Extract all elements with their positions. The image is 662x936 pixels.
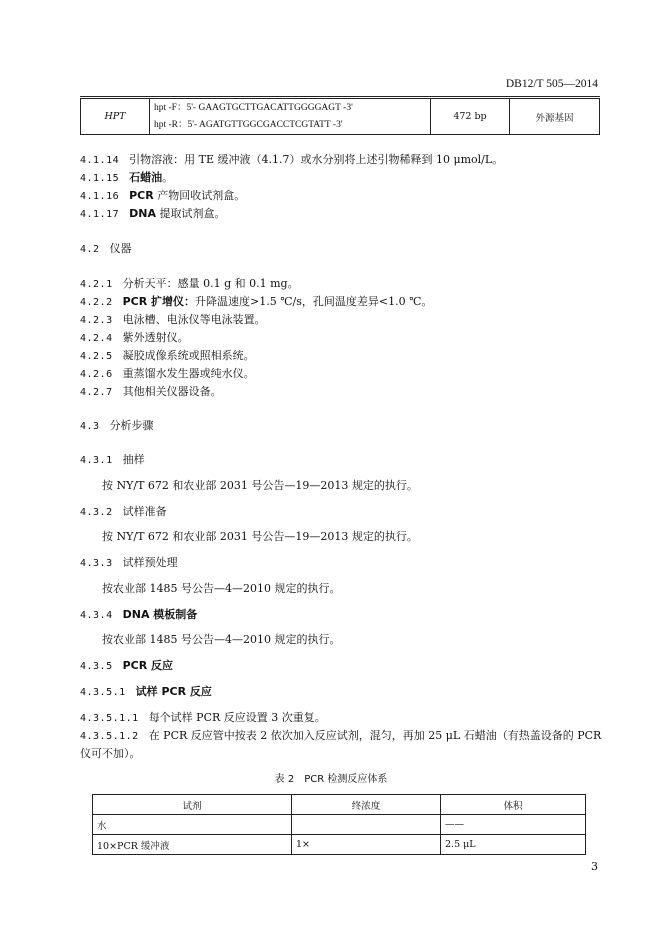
clause-number: 4.3.5.1.2 — [80, 731, 139, 742]
clause-text: 感量 0.1 g 和 0.1 mg。 — [177, 277, 299, 290]
subsection-heading — [80, 683, 212, 699]
clause-text: 用 TE 缓冲液（4.1.7）或水分别将上述引物稀释到 10 μmol/L。 — [184, 153, 504, 166]
primer-name: HPT — [81, 99, 150, 135]
clause-title: 其他相关仪器设备。 — [122, 385, 222, 398]
clause-title: 石蜡油 — [129, 171, 163, 184]
instrument-item — [80, 329, 189, 345]
clause-text: 提取试剂盒。 — [155, 207, 226, 220]
paragraph: 按 NY/T 672 和农业部 2031 号公告—19—2013 规定的执行。 — [102, 479, 418, 492]
subsection-heading — [80, 503, 167, 519]
subsection-heading — [80, 451, 145, 467]
reagent-item — [80, 205, 225, 221]
clause-title: 引物溶液： — [129, 153, 185, 166]
header-rule — [80, 96, 600, 97]
table-row — [81, 99, 600, 135]
clause-number: 4.2.7 — [80, 387, 113, 398]
clause-text-continued: 仪可不加）。 — [80, 747, 141, 760]
clause-item — [80, 709, 326, 725]
standard-code: DB12/T 505—2014 — [505, 78, 598, 90]
clause-title: 重蒸馏水发生器或纯水仪。 — [122, 367, 255, 380]
section-number: 4.3 — [80, 421, 100, 432]
primer-forward: hpt -F：5'- GAAGTGCTTGACATTGGGGAGT -3' — [154, 102, 353, 113]
reagent-item — [80, 169, 173, 185]
table-cell — [292, 815, 441, 835]
clause-text: 。 — [162, 171, 174, 184]
clause-number: 4.3.5 — [80, 661, 113, 672]
clause-title: 试样预处理 — [122, 556, 178, 569]
primer-sequences — [150, 99, 431, 135]
table-cell: 1× — [292, 835, 441, 855]
subsection-heading — [80, 554, 178, 570]
clause-number: 4.2.4 — [80, 333, 113, 344]
clause-number: 4.2.2 — [80, 297, 113, 308]
clause-number: 4.3.3 — [80, 558, 113, 569]
reagent-item — [80, 151, 503, 167]
reaction-table — [92, 794, 586, 855]
table-cell: —— — [441, 815, 586, 835]
clause-number: 4.3.4 — [80, 610, 113, 621]
page-number: 3 — [591, 860, 598, 873]
clause-title: 试样 PCR 反应 — [135, 685, 212, 698]
clause-text: 每个试样 PCR 反应设置 3 次重复。 — [148, 711, 326, 724]
clause-number: 4.3.5.1 — [80, 687, 126, 698]
table-header-row — [93, 795, 586, 815]
paragraph: 按农业部 1485 号公告—4—2010 规定的执行。 — [102, 633, 341, 646]
table-row — [93, 835, 586, 855]
table-cell: 10×PCR 缓冲液 — [93, 835, 292, 855]
section-number: 4.2 — [80, 244, 100, 255]
table-cell: 水 — [93, 815, 292, 835]
instrument-item — [80, 311, 266, 327]
clause-title: 试样准备 — [122, 505, 167, 518]
reagent-item — [80, 187, 245, 203]
clause-number: 4.2.3 — [80, 315, 113, 326]
clause-text: 升降温速度>1.5 ℃/s，孔间温度差异<1.0 ℃。 — [195, 295, 433, 308]
clause-number: 4.2.6 — [80, 369, 113, 380]
clause-text: 在 PCR 反应管中按表 2 依次加入反应试剂，混匀，再加 25 μL 石蜡油（有热盖设备的 PCR — [148, 729, 602, 742]
column-header: 体积 — [441, 795, 586, 815]
clause-item — [80, 727, 601, 743]
subsection-heading — [80, 606, 197, 622]
clause-number: 4.3.5.1.1 — [80, 713, 139, 724]
primer-reverse: hpt -R：5'- AGATGTTGGCGACCTCGTATT -3' — [154, 119, 343, 130]
primer-table — [80, 98, 600, 135]
section-heading — [80, 417, 154, 433]
clause-title: DNA 模板制备 — [122, 608, 198, 621]
clause-number: 4.1.14 — [80, 155, 120, 166]
column-header: 试剂 — [93, 795, 292, 815]
clause-title: 紫外透射仪。 — [122, 331, 189, 344]
clause-title: PCR — [129, 189, 154, 202]
column-header: 终浓度 — [292, 795, 441, 815]
clause-number: 4.1.16 — [80, 191, 120, 202]
amplicon-size: 472 bp — [431, 99, 510, 135]
paragraph: 按 NY/T 672 和农业部 2031 号公告—19—2013 规定的执行。 — [102, 530, 418, 543]
clause-title: 凝胶成像系统或照相系统。 — [122, 349, 255, 362]
subsection-heading — [80, 657, 173, 673]
gene-type: 外源基因 — [510, 99, 600, 135]
clause-number: 4.3.2 — [80, 507, 113, 518]
instrument-item — [80, 347, 255, 363]
clause-number: 4.3.1 — [80, 455, 113, 466]
paragraph: 按农业部 1485 号公告—4—2010 规定的执行。 — [102, 582, 341, 595]
section-title: 仪器 — [109, 242, 132, 255]
clause-text: 产物回收试剂盒。 — [153, 189, 246, 202]
table-row — [93, 815, 586, 835]
clause-title: PCR 扩增仪： — [122, 295, 196, 308]
table-caption: 表 2 PCR 检测反应体系 — [274, 774, 388, 785]
instrument-item — [80, 383, 222, 399]
section-heading — [80, 240, 132, 256]
clause-number: 4.2.5 — [80, 351, 113, 362]
clause-title: PCR 反应 — [122, 659, 174, 672]
instrument-item — [80, 365, 255, 381]
instrument-item — [80, 275, 299, 291]
clause-number: 4.1.17 — [80, 209, 120, 220]
clause-title: 分析天平： — [122, 277, 178, 290]
instrument-item — [80, 293, 432, 309]
clause-title: DNA — [129, 207, 156, 220]
section-title: 分析步骤 — [109, 419, 154, 432]
clause-number: 4.1.15 — [80, 173, 120, 184]
clause-title: 电泳槽、电泳仪等电泳装置。 — [122, 313, 266, 326]
table-cell: 2.5 μL — [441, 835, 586, 855]
clause-title: 抽样 — [122, 453, 145, 466]
clause-number: 4.2.1 — [80, 279, 113, 290]
